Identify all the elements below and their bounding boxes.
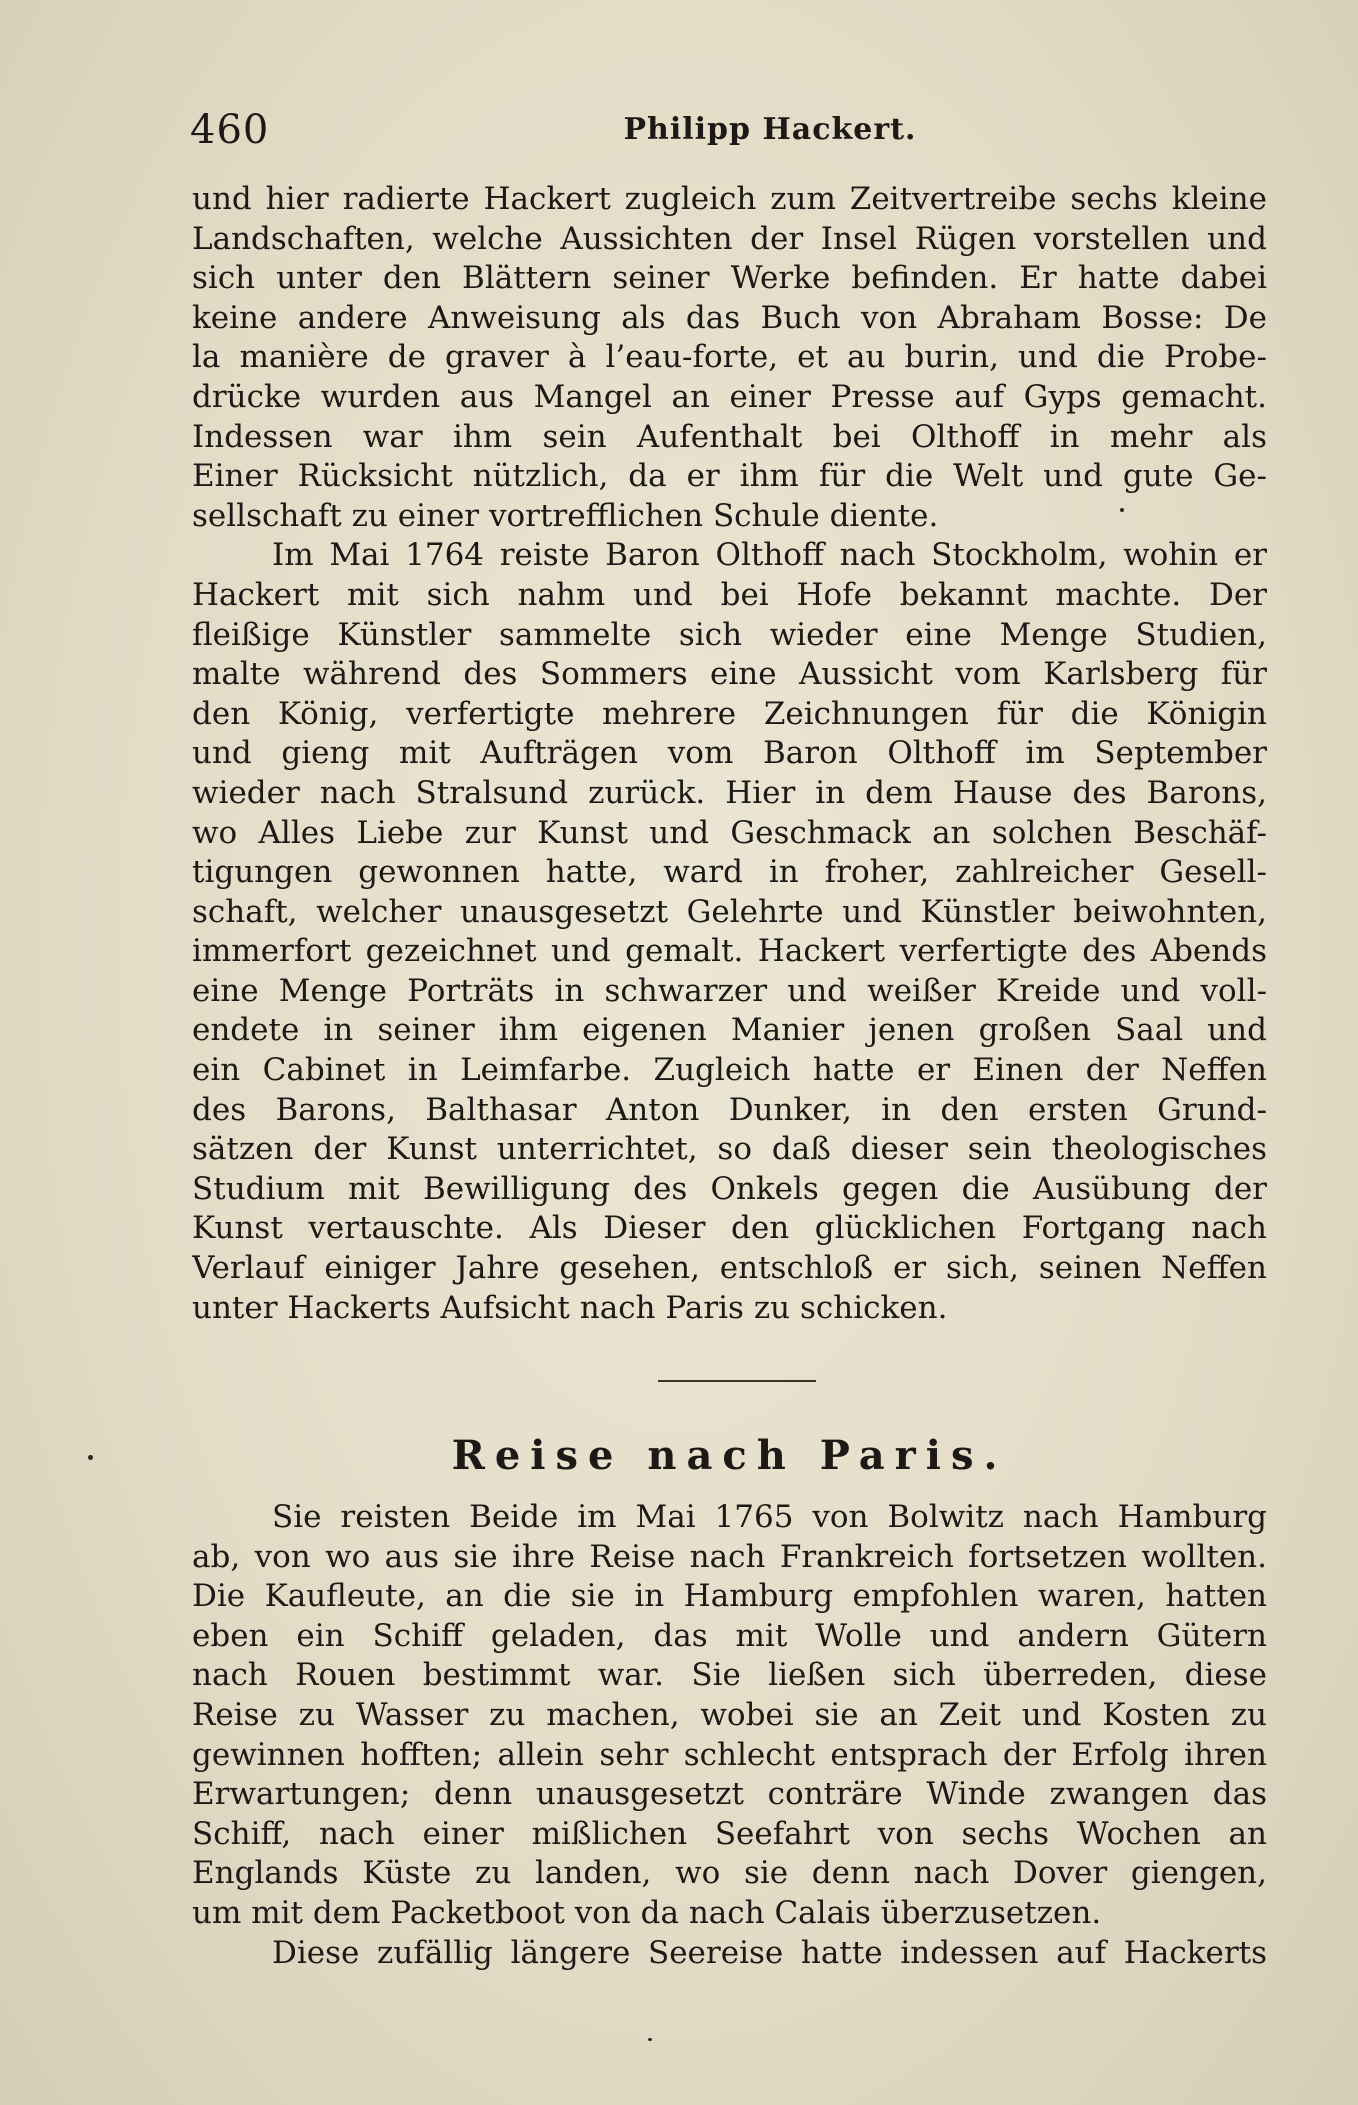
body-text-block-1 — [192, 180, 1267, 1328]
text-line: Einer Rücksicht nützlich, da er ihm für die Welt und gute Ge- — [192, 458, 1267, 495]
text-line: eben ein Schiff geladen, das mit Wolle und andern Gütern — [192, 1617, 1267, 1654]
ink-speck — [648, 2038, 652, 2041]
text-line: Schiff, nach einer mißlichen Seefahrt von sechs Wochen an — [192, 1815, 1267, 1852]
text-line: um mit dem Packetboot von da nach Calais überzusetzen. — [192, 1894, 1102, 1931]
text-line: den König, verfertigte mehrere Zeichnungen für die Königin — [192, 695, 1267, 732]
text-line: immerfort gezeichnet und gemalt. Hackert verfertigte des Abends — [192, 933, 1267, 970]
text-line: Indessen war ihm sein Aufenthalt bei Olthoff in mehr als — [192, 418, 1267, 455]
text-line: und gieng mit Aufträgen vom Baron Olthoff im September — [192, 735, 1267, 772]
text-line: malte während des Sommers eine Aussicht vom Karlsberg für — [192, 656, 1267, 693]
text-line: keine andere Anweisung als das Buch von Abraham Bosse: De — [192, 299, 1267, 336]
text-line: wieder nach Stralsund zurück. Hier in dem Hause des Barons, — [192, 774, 1267, 811]
ink-speck — [88, 1455, 93, 1460]
body-text-block-2 — [192, 1498, 1267, 1973]
text-line: ab, von wo aus sie ihre Reise nach Frankreich fortsetzen wollten. — [192, 1538, 1267, 1575]
text-line: fleißige Künstler sammelte sich wieder eine Menge Studien, — [192, 616, 1267, 653]
text-line: sich unter den Blättern seiner Werke befinden. Er hatte dabei — [192, 260, 1267, 297]
text-line: Reise zu Wasser zu machen, wobei sie an Zeit und Kosten zu — [192, 1696, 1267, 1733]
ink-speck — [1120, 508, 1124, 512]
text-line: und hier radierte Hackert zugleich zum Zeitvertreibe sechs kleine — [192, 181, 1267, 217]
text-line: gewinnen hofften; allein sehr schlecht entsprach der Erfolg ihren — [192, 1736, 1267, 1773]
text-line: Kunst vertauschte. Als Dieser den glücklichen Fortgang nach — [192, 1210, 1267, 1247]
text-line: Die Kaufleute, an die sie in Hamburg empfohlen waren, hatten — [192, 1578, 1267, 1615]
text-line: eine Menge Porträts in schwarzer und weißer Kreide und voll- — [192, 972, 1267, 1009]
text-line: Verlauf einiger Jahre gesehen, entschloß er sich, seinen Neffen — [192, 1250, 1267, 1287]
text-line: Studium mit Bewilligung des Onkels gegen die Ausübung der — [192, 1170, 1267, 1207]
text-line: sätzen der Kunst unterrichtet, so daß dieser sein theologisches — [192, 1131, 1267, 1168]
section-heading: Reise nach Paris. — [451, 1432, 1008, 1479]
text-line: Landschaften, welche Aussichten der Insel Rügen vorstellen und — [192, 220, 1267, 257]
section-divider — [658, 1380, 816, 1382]
text-line: nach Rouen bestimmt war. Sie ließen sich überreden, diese — [192, 1657, 1267, 1694]
text-line: Sie reisten Beide im Mai 1765 von Bolwitz nach Hamburg — [272, 1499, 1267, 1535]
text-line: Diese zufällig längere Seereise hatte indessen auf Hackerts — [272, 1934, 1267, 1971]
text-line: tigungen gewonnen hatte, ward in froher, zahlreicher Gesell- — [192, 854, 1267, 891]
page-number: 460 — [190, 107, 270, 153]
running-head: Philipp Hackert. — [623, 112, 917, 147]
text-line: Im Mai 1764 reiste Baron Olthoff nach Stockholm, wohin er — [272, 537, 1267, 574]
page-header — [190, 100, 1270, 160]
text-line: ein Cabinet in Leimfarbe. Zugleich hatte er Einen der Neffen — [192, 1052, 1267, 1089]
text-line: endete in seiner ihm eigenen Manier jenen großen Saal und — [192, 1012, 1267, 1049]
text-line: la manière de graver à l’eau-forte, et au burin, und die Probe- — [192, 339, 1267, 376]
text-line: Erwartungen; denn unausgesetzt conträre Winde zwangen das — [192, 1776, 1267, 1813]
text-line: drücke wurden aus Mangel an einer Presse auf Gyps gemacht. — [192, 378, 1267, 415]
text-line: sellschaft zu einer vortrefflichen Schule diente. — [192, 497, 939, 534]
text-line: wo Alles Liebe zur Kunst und Geschmack an solchen Beschäf- — [192, 814, 1267, 851]
text-line: des Barons, Balthasar Anton Dunker, in den ersten Grund- — [192, 1091, 1267, 1128]
text-line: Englands Küste zu landen, wo sie denn nach Dover giengen, — [192, 1855, 1267, 1892]
text-line: schaft, welcher unausgesetzt Gelehrte und Künstler beiwohnten, — [192, 893, 1267, 930]
text-line: Hackert mit sich nahm und bei Hofe bekannt machte. Der — [192, 576, 1267, 613]
text-line: unter Hackerts Aufsicht nach Paris zu schicken. — [192, 1289, 948, 1326]
